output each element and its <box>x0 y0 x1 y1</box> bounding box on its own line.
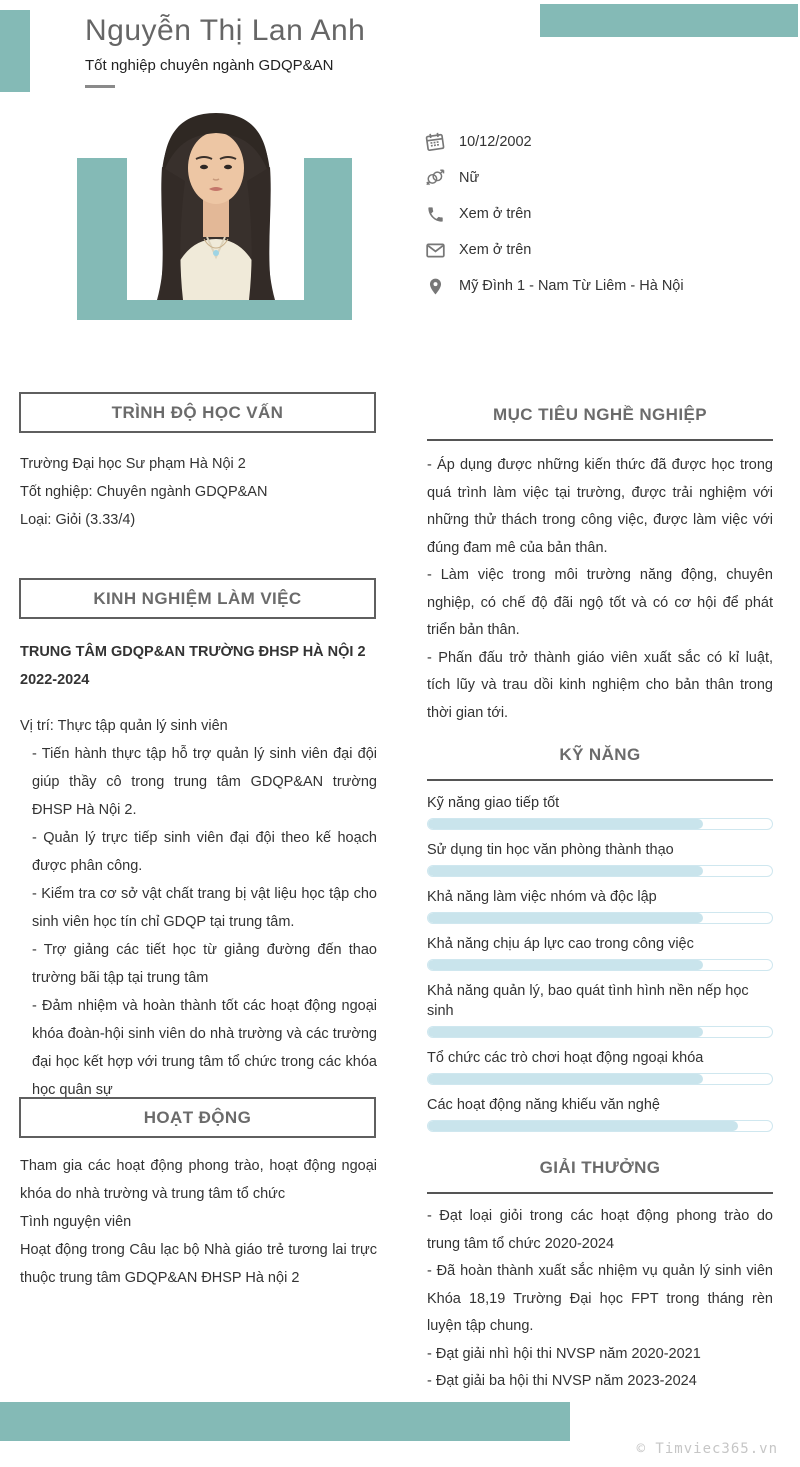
contact-list <box>424 124 684 304</box>
skill-progress-track <box>427 1120 773 1132</box>
contact-value: 10/12/2002 <box>459 134 532 150</box>
experience-period: 2022-2024 <box>20 672 90 688</box>
skill-progress-fill <box>428 866 703 876</box>
objective-content <box>427 452 773 727</box>
experience-bullet: - Trợ giảng các tiết học từ giảng đường đến thao trường bãi tập tại trung tâm <box>32 942 377 986</box>
skill-label: Khả năng làm việc nhóm và độc lập <box>427 889 657 905</box>
skill-item <box>427 1095 773 1132</box>
skill-item <box>427 1048 773 1085</box>
email-icon <box>424 239 446 261</box>
education-line: Loại: Giỏi (3.33/4) <box>20 512 136 528</box>
award-line: - Đạt giải nhì hội thi NVSP năm 2020-2021 <box>427 1345 701 1362</box>
header <box>85 14 365 88</box>
accent-bar-bottom <box>0 1402 570 1441</box>
accent-bar-top-left <box>0 10 30 92</box>
skill-item <box>427 887 773 924</box>
experience-employer: TRUNG TÂM GDQP&AN TRƯỜNG ĐHSP HÀ NỘI 2 <box>20 644 366 660</box>
watermark: © Timviec365.vn <box>636 1441 778 1457</box>
skill-progress-track <box>427 959 773 971</box>
contact-value: Xem ở trên <box>459 206 532 222</box>
skill-item <box>427 793 773 830</box>
education-line: Trường Đại học Sư phạm Hà Nội 2 <box>20 456 246 472</box>
skill-progress-fill <box>428 1027 703 1037</box>
activities-content <box>20 1152 377 1292</box>
skills-list <box>427 793 773 1142</box>
skill-progress-track <box>427 1026 773 1038</box>
section-title-activities: HOẠT ĐỘNG <box>19 1097 376 1138</box>
skill-progress-track <box>427 865 773 877</box>
skill-item <box>427 934 773 971</box>
location-icon <box>424 275 446 297</box>
experience-bullet: - Quản lý trực tiếp sinh viên đại đội theo kế hoạch được phân công. <box>32 830 377 874</box>
profile-photo <box>127 105 304 300</box>
skill-progress-track <box>427 912 773 924</box>
education-line: Tốt nghiệp: Chuyên ngành GDQP&AN <box>20 484 268 500</box>
gender-icon <box>424 167 446 189</box>
skill-label: Tổ chức các trò chơi hoạt động ngoại khóa <box>427 1050 704 1066</box>
skill-progress-fill <box>428 1121 738 1131</box>
activities-line: Tình nguyện viên <box>20 1214 132 1230</box>
section-title-education: TRÌNH ĐỘ HỌC VẤN <box>19 392 376 433</box>
experience-bullet: - Kiểm tra cơ sở vật chất trang bị vật liệu học tập cho sinh viên học tín chỉ GDQP tại trung tâm. <box>32 886 377 930</box>
objective-paragraph: - Làm việc trong môi trường năng động, chuyên nghiệp, có chế độ đãi ngộ tốt và có cơ hội để phát triển bản thân. <box>427 567 773 638</box>
experience-bullets <box>20 740 377 1104</box>
candidate-name: Nguyễn Thị Lan Anh <box>85 14 366 47</box>
award-line: - Đã hoàn thành xuất sắc nhiệm vụ quản lý sinh viên Khóa 18,19 Trường Đại học FPT trong tháng rèn luyện tập chung. <box>427 1263 773 1334</box>
activities-line: Tham gia các hoạt động phong trào, hoạt động ngoại khóa do nhà trường và trung tâm tổ chức <box>20 1158 377 1202</box>
section-title-experience: KINH NGHIỆM LÀM VIỆC <box>19 578 376 619</box>
activities-line: Hoạt động trong Câu lạc bộ Nhà giáo trẻ tương lai trực thuộc trung tâm GDQP&AN ĐHSP Hà nội 2 <box>20 1242 377 1286</box>
contact-item-gender <box>424 160 684 196</box>
calendar-icon <box>424 131 446 153</box>
contact-value: Xem ở trên <box>459 242 532 258</box>
skill-label: Các hoạt động năng khiếu văn nghệ <box>427 1097 660 1113</box>
skill-label: Khả năng quản lý, bao quát tình hình nền nếp học sinh <box>427 983 749 1019</box>
skill-progress-fill <box>428 960 703 970</box>
contact-item-phone <box>424 196 684 232</box>
contact-value: Mỹ Đình 1 - Nam Từ Liêm - Hà Nội <box>459 278 684 294</box>
contact-item-address <box>424 268 684 304</box>
subtitle-underline <box>85 85 115 88</box>
education-content <box>20 450 377 534</box>
skill-label: Khả năng chịu áp lực cao trong công việc <box>427 936 694 952</box>
skill-label: Kỹ năng giao tiếp tốt <box>427 795 560 811</box>
contact-value: Nữ <box>459 170 480 186</box>
award-line: - Đạt loại giỏi trong các hoạt động phong trào do trung tâm tổ chức 2020-2024 <box>427 1208 773 1252</box>
section-title-awards: GIẢI THƯỞNG <box>427 1158 773 1194</box>
contact-item-birthdate <box>424 124 684 160</box>
skill-label: Sử dụng tin học văn phòng thành thạo <box>427 842 674 858</box>
experience-position: Vị trí: Thực tập quản lý sinh viên <box>20 718 228 734</box>
experience-content <box>20 638 377 1104</box>
portrait-illustration <box>127 105 304 300</box>
skill-item <box>427 840 773 877</box>
awards-content <box>427 1203 773 1396</box>
objective-paragraph: - Áp dụng được những kiến thức đã được học trong quá trình làm việc tại trường, được trải nghiệm với những thử thách trong công việc, được làm việc với đúng đam mê của bản thân. <box>427 457 773 556</box>
experience-bullet: - Tiến hành thực tập hỗ trợ quản lý sinh viên đại đội giúp thầy cô trong trung tâm GDQP&AN trường ĐHSP Hà Nội 2. <box>32 746 377 818</box>
skill-progress-track <box>427 818 773 830</box>
skill-progress-fill <box>428 913 703 923</box>
section-title-skills: KỸ NĂNG <box>427 745 773 781</box>
accent-bar-top-right <box>540 4 798 37</box>
phone-icon <box>424 203 446 225</box>
award-line: - Đạt giải ba hội thi NVSP năm 2023-2024 <box>427 1373 697 1389</box>
contact-item-email <box>424 232 684 268</box>
skill-progress-track <box>427 1073 773 1085</box>
section-title-objective: MỤC TIÊU NGHỀ NGHIỆP <box>427 405 773 441</box>
skill-progress-fill <box>428 1074 703 1084</box>
candidate-subtitle: Tốt nghiệp chuyên ngành GDQP&AN <box>85 57 334 74</box>
experience-bullet: - Đảm nhiệm và hoàn thành tốt các hoạt động ngoại khóa đoàn-hội sinh viên do nhà trường và các trường đại học kết hợp với trung tâm tổ chức trong các khóa học quân sự <box>32 998 377 1098</box>
objective-paragraph: - Phấn đấu trở thành giáo viên xuất sắc có kỉ luật, tích lũy và trau dồi kinh nghiệm cho bản thân trong thời gian tới. <box>427 649 773 721</box>
skill-progress-fill <box>428 819 703 829</box>
skill-item <box>427 981 773 1038</box>
